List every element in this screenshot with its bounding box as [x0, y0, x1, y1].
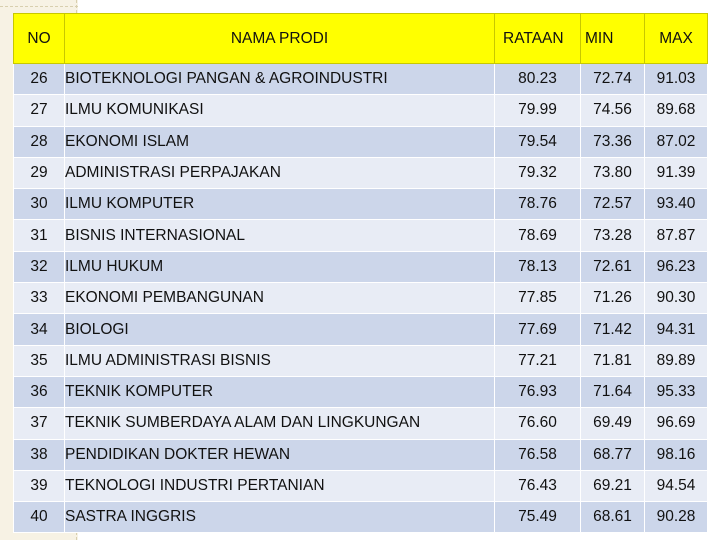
cell-no: 32: [14, 251, 65, 282]
table-row: [14, 157, 708, 188]
cell-max: 90.30: [645, 283, 708, 314]
cell-prodi: PENDIDIKAN DOKTER HEWAN: [65, 439, 495, 470]
cell-max: 91.03: [645, 64, 708, 95]
cell-min: 68.77: [581, 439, 645, 470]
cell-no: 31: [14, 220, 65, 251]
cell-no: 29: [14, 157, 65, 188]
cell-prodi: BIOTEKNOLOGI PANGAN & AGROINDUSTRI: [65, 64, 495, 95]
cell-min: 71.42: [581, 314, 645, 345]
cell-no: 28: [14, 126, 65, 157]
cell-rataan: 80.23: [495, 64, 581, 95]
cell-no: 38: [14, 439, 65, 470]
cell-rataan: 75.49: [495, 502, 581, 533]
cell-prodi: ILMU KOMPUTER: [65, 189, 495, 220]
cell-rataan: 77.69: [495, 314, 581, 345]
cell-prodi: ILMU ADMINISTRASI BISNIS: [65, 345, 495, 376]
cell-max: 95.33: [645, 376, 708, 407]
cell-prodi: ADMINISTRASI PERPAJAKAN: [65, 157, 495, 188]
cell-prodi: BIOLOGI: [65, 314, 495, 345]
cell-rataan: 79.54: [495, 126, 581, 157]
cell-no: 26: [14, 64, 65, 95]
table-row: [14, 95, 708, 126]
cell-no: 36: [14, 376, 65, 407]
table-row: [14, 64, 708, 95]
cell-rataan: 77.21: [495, 345, 581, 376]
cell-max: 87.87: [645, 220, 708, 251]
prodi-score-table: [13, 13, 708, 533]
cell-min: 71.81: [581, 345, 645, 376]
cell-max: 91.39: [645, 157, 708, 188]
cell-max: 90.28: [645, 502, 708, 533]
table-row: [14, 220, 708, 251]
cell-no: 27: [14, 95, 65, 126]
header-prodi: NAMA PRODI: [65, 14, 495, 64]
table-row: [14, 189, 708, 220]
cell-no: 30: [14, 189, 65, 220]
cell-max: 89.68: [645, 95, 708, 126]
table-row: [14, 251, 708, 282]
cell-no: 35: [14, 345, 65, 376]
cell-max: 96.69: [645, 408, 708, 439]
cell-prodi: TEKNIK SUMBERDAYA ALAM DAN LINGKUNGAN: [65, 408, 495, 439]
cell-min: 73.36: [581, 126, 645, 157]
cell-min: 73.80: [581, 157, 645, 188]
table-row: [14, 408, 708, 439]
cell-rataan: 76.58: [495, 439, 581, 470]
table-row: [14, 470, 708, 501]
cell-min: 69.49: [581, 408, 645, 439]
cell-max: 98.16: [645, 439, 708, 470]
cell-rataan: 76.60: [495, 408, 581, 439]
cell-min: 71.64: [581, 376, 645, 407]
cell-rataan: 78.69: [495, 220, 581, 251]
cell-max: 87.02: [645, 126, 708, 157]
cell-prodi: TEKNIK KOMPUTER: [65, 376, 495, 407]
cell-rataan: 76.43: [495, 470, 581, 501]
cell-prodi: BISNIS INTERNASIONAL: [65, 220, 495, 251]
cell-prodi: SASTRA INGGRIS: [65, 502, 495, 533]
cell-rataan: 77.85: [495, 283, 581, 314]
cell-min: 71.26: [581, 283, 645, 314]
table-row: [14, 376, 708, 407]
cell-rataan: 79.32: [495, 157, 581, 188]
cell-no: 40: [14, 502, 65, 533]
cell-prodi: ILMU HUKUM: [65, 251, 495, 282]
table-row: [14, 283, 708, 314]
cell-min: 69.21: [581, 470, 645, 501]
table-row: [14, 439, 708, 470]
cell-min: 68.61: [581, 502, 645, 533]
cell-prodi: ILMU KOMUNIKASI: [65, 95, 495, 126]
cell-rataan: 78.13: [495, 251, 581, 282]
cell-max: 96.23: [645, 251, 708, 282]
table-row: [14, 502, 708, 533]
cell-prodi: TEKNOLOGI INDUSTRI PERTANIAN: [65, 470, 495, 501]
cell-min: 72.57: [581, 189, 645, 220]
table-row: [14, 314, 708, 345]
cell-rataan: 76.93: [495, 376, 581, 407]
cell-max: 89.89: [645, 345, 708, 376]
cell-min: 72.61: [581, 251, 645, 282]
cell-no: 39: [14, 470, 65, 501]
cell-rataan: 79.99: [495, 95, 581, 126]
header-max: MAX: [645, 14, 708, 64]
decorative-dashed-line: [0, 6, 78, 7]
cell-min: 72.74: [581, 64, 645, 95]
cell-prodi: EKONOMI PEMBANGUNAN: [65, 283, 495, 314]
cell-prodi: EKONOMI ISLAM: [65, 126, 495, 157]
cell-max: 93.40: [645, 189, 708, 220]
table-header-row: [14, 14, 708, 64]
cell-max: 94.31: [645, 314, 708, 345]
cell-rataan: 78.76: [495, 189, 581, 220]
header-rataan: RATAAN: [495, 14, 581, 64]
cell-min: 73.28: [581, 220, 645, 251]
cell-no: 34: [14, 314, 65, 345]
header-min: MIN: [581, 14, 645, 64]
cell-max: 94.54: [645, 470, 708, 501]
cell-no: 37: [14, 408, 65, 439]
table-row: [14, 126, 708, 157]
cell-min: 74.56: [581, 95, 645, 126]
cell-no: 33: [14, 283, 65, 314]
header-no: NO: [14, 14, 65, 64]
table-row: [14, 345, 708, 376]
